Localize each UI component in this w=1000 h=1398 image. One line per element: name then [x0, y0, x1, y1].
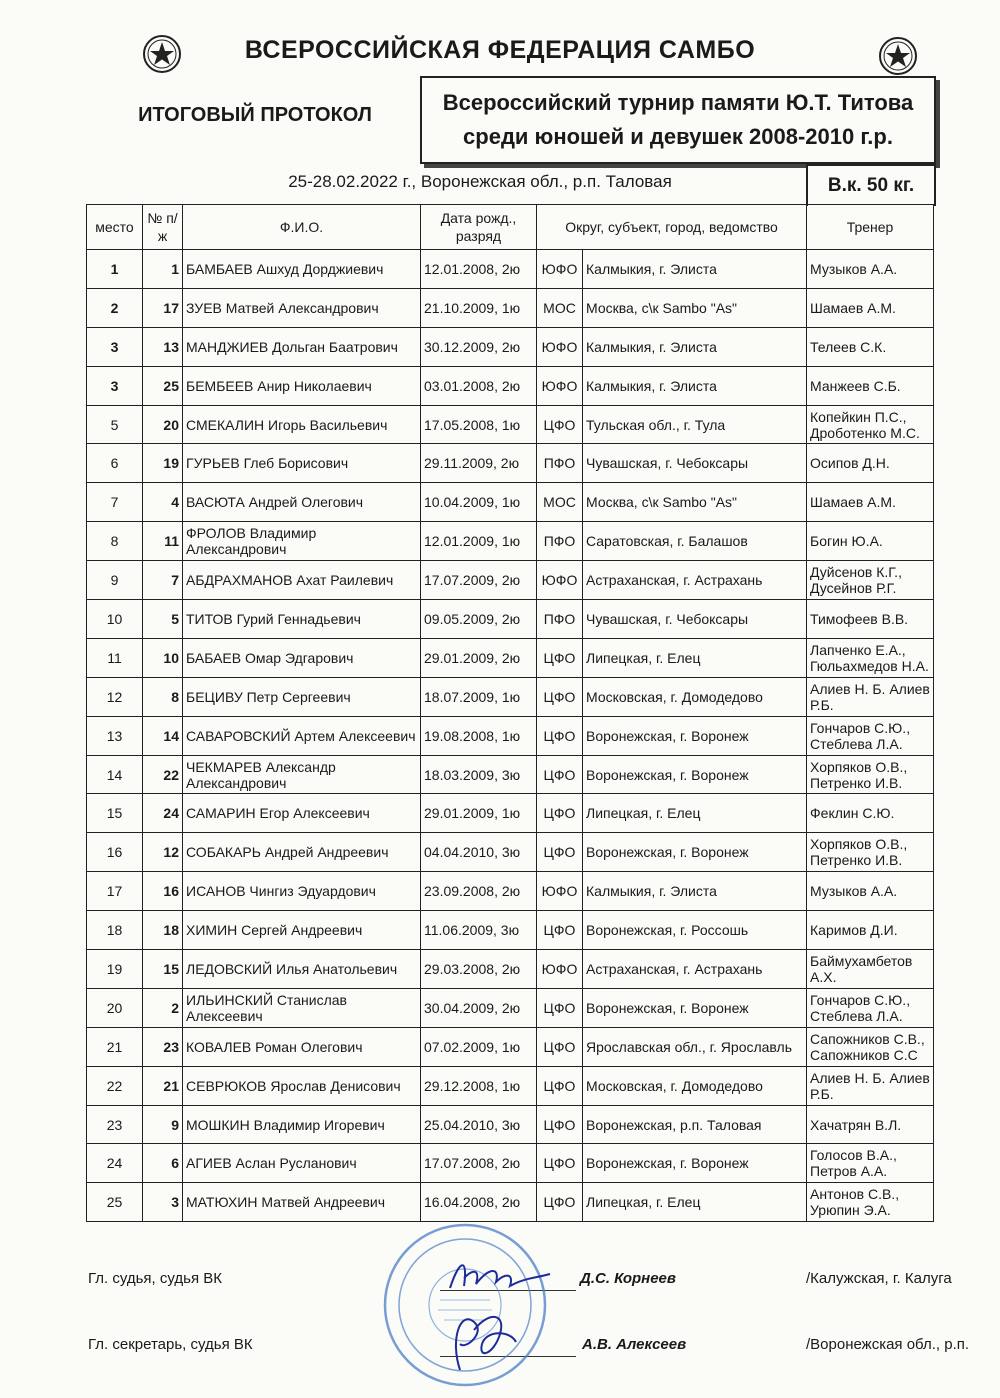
- coach-cell: Голосов В.А., Петров А.А.: [807, 1144, 934, 1183]
- table-row: [87, 1027, 934, 1066]
- table-row: [87, 1144, 934, 1183]
- name-cell: МАТЮХИН Матвей Андреевич: [183, 1183, 421, 1222]
- coach-cell: Алиев Н. Б. Алиев Р.Б.: [807, 1066, 934, 1105]
- subject-cell: Калмыкия, г. Элиста: [583, 366, 807, 405]
- table-row: [87, 638, 934, 677]
- district-cell: ПФО: [537, 522, 583, 561]
- dob-cell: 23.09.2008, 2ю: [421, 872, 537, 911]
- coach-cell: Музыков А.А.: [807, 250, 934, 289]
- district-cell: ЮФО: [537, 327, 583, 366]
- dob-cell: 09.05.2009, 2ю: [421, 600, 537, 639]
- header-name: Ф.И.О.: [183, 205, 421, 250]
- dob-cell: 29.01.2009, 2ю: [421, 638, 537, 677]
- place-cell: 14: [87, 755, 143, 794]
- district-cell: ЮФО: [537, 561, 583, 600]
- dob-cell: 18.03.2009, 3ю: [421, 755, 537, 794]
- table-row: [87, 483, 934, 522]
- dob-cell: 19.08.2008, 1ю: [421, 716, 537, 755]
- coach-cell: Шамаев А.М.: [807, 483, 934, 522]
- table-row: [87, 716, 934, 755]
- dob-cell: 21.10.2009, 1ю: [421, 288, 537, 327]
- name-cell: ЛЕДОВСКИЙ Илья Анатольевич: [183, 950, 421, 989]
- dob-cell: 30.12.2009, 2ю: [421, 327, 537, 366]
- number-cell: 15: [143, 950, 183, 989]
- number-cell: 10: [143, 638, 183, 677]
- tournament-title-line1: Всероссийский турнир памяти Ю.Т. Титова: [442, 90, 914, 115]
- coach-cell: Хорпяков О.В., Петренко И.В.: [807, 833, 934, 872]
- header-dob: Дата рожд., разряд: [421, 205, 537, 250]
- header-region: Округ, субъект, город, ведомство: [537, 205, 807, 250]
- number-cell: 19: [143, 444, 183, 483]
- number-cell: 21: [143, 1066, 183, 1105]
- number-cell: 20: [143, 405, 183, 444]
- table-row: [87, 561, 934, 600]
- district-cell: ЦФО: [537, 755, 583, 794]
- place-cell: 3: [87, 366, 143, 405]
- coach-cell: Тимофеев В.В.: [807, 600, 934, 639]
- number-cell: 14: [143, 716, 183, 755]
- table-row: [87, 444, 934, 483]
- place-cell: 6: [87, 444, 143, 483]
- number-cell: 2: [143, 988, 183, 1027]
- dob-cell: 17.07.2008, 2ю: [421, 1144, 537, 1183]
- name-cell: ГУРЬЕВ Глеб Борисович: [183, 444, 421, 483]
- coach-cell: Манжеев С.Б.: [807, 366, 934, 405]
- district-cell: МОС: [537, 483, 583, 522]
- number-cell: 25: [143, 366, 183, 405]
- dob-cell: 12.01.2009, 1ю: [421, 522, 537, 561]
- number-cell: 9: [143, 1105, 183, 1144]
- table-row: [87, 794, 934, 833]
- dob-cell: 17.07.2009, 2ю: [421, 561, 537, 600]
- name-cell: САМАРИН Егор Алексеевич: [183, 794, 421, 833]
- coach-cell: Богин Ю.А.: [807, 522, 934, 561]
- district-cell: ЦФО: [537, 716, 583, 755]
- subject-cell: Чувашская, г. Чебоксары: [583, 600, 807, 639]
- header-place: место: [87, 205, 143, 250]
- district-cell: ПФО: [537, 444, 583, 483]
- district-cell: ЮФО: [537, 366, 583, 405]
- district-cell: ЦФО: [537, 1144, 583, 1183]
- subject-cell: Воронежская, г. Воронеж: [583, 755, 807, 794]
- name-cell: СЕВРЮКОВ Ярослав Денисович: [183, 1066, 421, 1105]
- dob-cell: 29.12.2008, 1ю: [421, 1066, 537, 1105]
- number-cell: 13: [143, 327, 183, 366]
- coach-cell: Дуйсенов К.Г., Дусейнов Р.Г.: [807, 561, 934, 600]
- subject-cell: Московская, г. Домодедово: [583, 1066, 807, 1105]
- place-cell: 11: [87, 638, 143, 677]
- name-cell: САВАРОВСКИЙ Артем Алексеевич: [183, 716, 421, 755]
- name-cell: ИЛЬИНСКИЙ Станислав Алексеевич: [183, 988, 421, 1027]
- coach-cell: Антонов С.В., Урюпин Э.А.: [807, 1183, 934, 1222]
- coach-cell: Алиев Н. Б. Алиев Р.Б.: [807, 677, 934, 716]
- number-cell: 12: [143, 833, 183, 872]
- coach-cell: Телеев С.К.: [807, 327, 934, 366]
- number-cell: 4: [143, 483, 183, 522]
- name-cell: КОВАЛЕВ Роман Олегович: [183, 1027, 421, 1066]
- table-row: [87, 755, 934, 794]
- dob-cell: 07.02.2009, 1ю: [421, 1027, 537, 1066]
- table-row: [87, 366, 934, 405]
- subject-cell: Воронежская, г. Воронеж: [583, 1144, 807, 1183]
- subject-cell: Чувашская, г. Чебоксары: [583, 444, 807, 483]
- number-cell: 1: [143, 250, 183, 289]
- results-table: [86, 204, 934, 1222]
- table-row: [87, 911, 934, 950]
- place-cell: 3: [87, 327, 143, 366]
- subject-cell: Московская, г. Домодедово: [583, 677, 807, 716]
- coach-cell: Феклин С.Ю.: [807, 794, 934, 833]
- chief-judge-signature-icon: [440, 1248, 560, 1308]
- secretary-label: Гл. секретарь, судья ВК: [88, 1336, 253, 1353]
- table-header-row: [87, 205, 934, 250]
- number-cell: 23: [143, 1027, 183, 1066]
- subject-cell: Астраханская, г. Астрахань: [583, 561, 807, 600]
- tournament-title-box: [420, 76, 936, 164]
- header-coach: Тренер: [807, 205, 934, 250]
- district-cell: ЦФО: [537, 988, 583, 1027]
- district-cell: ЦФО: [537, 833, 583, 872]
- subject-cell: Калмыкия, г. Элиста: [583, 327, 807, 366]
- district-cell: ЦФО: [537, 1183, 583, 1222]
- subject-cell: Москва, с\к Sambo "As": [583, 483, 807, 522]
- coach-cell: Осипов Д.Н.: [807, 444, 934, 483]
- place-cell: 8: [87, 522, 143, 561]
- place-cell: 19: [87, 950, 143, 989]
- place-cell: 1: [87, 250, 143, 289]
- table-row: [87, 522, 934, 561]
- district-cell: ЦФО: [537, 405, 583, 444]
- dob-cell: 04.04.2010, 3ю: [421, 833, 537, 872]
- weight-category: В.к. 50 кг.: [806, 164, 936, 206]
- district-cell: ЦФО: [537, 794, 583, 833]
- name-cell: ФРОЛОВ Владимир Александрович: [183, 522, 421, 561]
- place-cell: 24: [87, 1144, 143, 1183]
- name-cell: МОШКИН Владимир Игоревич: [183, 1105, 421, 1144]
- dob-cell: 30.04.2009, 2ю: [421, 988, 537, 1027]
- district-cell: ЮФО: [537, 250, 583, 289]
- subject-cell: Липецкая, г. Елец: [583, 638, 807, 677]
- table-row: [87, 677, 934, 716]
- place-cell: 23: [87, 1105, 143, 1144]
- table-row: [87, 988, 934, 1027]
- number-cell: 5: [143, 600, 183, 639]
- place-cell: 25: [87, 1183, 143, 1222]
- table-row: [87, 250, 934, 289]
- coach-cell: Баймухамбетов А.Х.: [807, 950, 934, 989]
- coach-cell: Шамаев А.М.: [807, 288, 934, 327]
- coach-cell: Музыков А.А.: [807, 872, 934, 911]
- dob-cell: 10.04.2009, 1ю: [421, 483, 537, 522]
- number-cell: 11: [143, 522, 183, 561]
- place-cell: 9: [87, 561, 143, 600]
- subject-cell: Калмыкия, г. Элиста: [583, 872, 807, 911]
- number-cell: 17: [143, 288, 183, 327]
- name-cell: БЕЦИВУ Петр Сергеевич: [183, 677, 421, 716]
- subject-cell: Воронежская, г. Воронеж: [583, 988, 807, 1027]
- place-cell: 7: [87, 483, 143, 522]
- name-cell: ТИТОВ Гурий Геннадьевич: [183, 600, 421, 639]
- dob-cell: 12.01.2008, 2ю: [421, 250, 537, 289]
- district-cell: ЦФО: [537, 911, 583, 950]
- secretary-signature-icon: [430, 1300, 530, 1380]
- name-cell: АБДРАХМАНОВ Ахат Раилевич: [183, 561, 421, 600]
- number-cell: 3: [143, 1183, 183, 1222]
- name-cell: СОБАКАРЬ Андрей Андреевич: [183, 833, 421, 872]
- dob-cell: 16.04.2008, 2ю: [421, 1183, 537, 1222]
- federation-title: ВСЕРОССИЙСКАЯ ФЕДЕРАЦИЯ САМБО: [244, 36, 756, 64]
- dob-cell: 29.03.2008, 2ю: [421, 950, 537, 989]
- tournament-title-line2: среди юношей и девушек 2008-2010 г.р.: [463, 124, 893, 149]
- number-cell: 8: [143, 677, 183, 716]
- dob-cell: 11.06.2009, 3ю: [421, 911, 537, 950]
- district-cell: ЮФО: [537, 950, 583, 989]
- place-cell: 15: [87, 794, 143, 833]
- name-cell: БАБАЕВ Омар Эдгарович: [183, 638, 421, 677]
- coach-cell: Хачатрян В.Л.: [807, 1105, 934, 1144]
- subject-cell: Воронежская, р.п. Таловая: [583, 1105, 807, 1144]
- name-cell: ЧЕКМАРЕВ Александр Александрович: [183, 755, 421, 794]
- coach-cell: Хорпяков О.В., Петренко И.В.: [807, 755, 934, 794]
- name-cell: БЕМБЕЕВ Анир Николаевич: [183, 366, 421, 405]
- place-cell: 18: [87, 911, 143, 950]
- place-cell: 5: [87, 405, 143, 444]
- name-cell: АГИЕВ Аслан Русланович: [183, 1144, 421, 1183]
- chief-judge-name: Д.С. Корнеев: [580, 1270, 676, 1287]
- place-cell: 17: [87, 872, 143, 911]
- district-cell: ЦФО: [537, 1066, 583, 1105]
- subject-cell: Ярославская обл., г. Ярославль: [583, 1027, 807, 1066]
- place-cell: 10: [87, 600, 143, 639]
- place-cell: 22: [87, 1066, 143, 1105]
- district-cell: ЦФО: [537, 1105, 583, 1144]
- subject-cell: Воронежская, г. Воронеж: [583, 716, 807, 755]
- number-cell: 24: [143, 794, 183, 833]
- secretary-place: /Воронежская обл., р.п.: [806, 1336, 970, 1353]
- header-num: № п/ж: [143, 205, 183, 250]
- place-cell: 13: [87, 716, 143, 755]
- name-cell: ХИМИН Сергей Андреевич: [183, 911, 421, 950]
- table-row: [87, 950, 934, 989]
- coach-cell: Копейкин П.С., Дроботенко М.С.: [807, 405, 934, 444]
- date-place: 25-28.02.2022 г., Воронежская обл., р.п. Таловая: [288, 172, 672, 191]
- table-row: [87, 405, 934, 444]
- subject-cell: Саратовская, г. Балашов: [583, 522, 807, 561]
- table-row: [87, 327, 934, 366]
- number-cell: 16: [143, 872, 183, 911]
- subject-cell: Липецкая, г. Елец: [583, 794, 807, 833]
- name-cell: ЗУЕВ Матвей Александрович: [183, 288, 421, 327]
- table-row: [87, 1105, 934, 1144]
- subject-cell: Липецкая, г. Елец: [583, 1183, 807, 1222]
- chief-judge-label: Гл. судья, судья ВК: [88, 1270, 222, 1287]
- table-row: [87, 872, 934, 911]
- subject-cell: Москва, с\к Sambo "As": [583, 288, 807, 327]
- table-row: [87, 1183, 934, 1222]
- district-cell: ЦФО: [537, 638, 583, 677]
- district-cell: ЮФО: [537, 872, 583, 911]
- district-cell: ЦФО: [537, 677, 583, 716]
- district-cell: ЦФО: [537, 1027, 583, 1066]
- table-row: [87, 833, 934, 872]
- subject-cell: Астраханская, г. Астрахань: [583, 950, 807, 989]
- subject-cell: Калмыкия, г. Элиста: [583, 250, 807, 289]
- table-row: [87, 600, 934, 639]
- dob-cell: 17.05.2008, 1ю: [421, 405, 537, 444]
- protocol-title: ИТОГОВЫЙ ПРОТОКОЛ: [138, 104, 372, 126]
- number-cell: 6: [143, 1144, 183, 1183]
- place-cell: 2: [87, 288, 143, 327]
- name-cell: ИСАНОВ Чингиз Эдуардович: [183, 872, 421, 911]
- dob-cell: 03.01.2008, 2ю: [421, 366, 537, 405]
- dob-cell: 18.07.2009, 1ю: [421, 677, 537, 716]
- name-cell: ВАСЮТА Андрей Олегович: [183, 483, 421, 522]
- coach-cell: Каримов Д.И.: [807, 911, 934, 950]
- name-cell: БАМБАЕВ Ашхуд Дорджиевич: [183, 250, 421, 289]
- dob-cell: 29.01.2009, 1ю: [421, 794, 537, 833]
- table-row: [87, 288, 934, 327]
- place-cell: 16: [87, 833, 143, 872]
- sambo-emblem-right-icon: [878, 36, 918, 76]
- district-cell: ПФО: [537, 600, 583, 639]
- coach-cell: Гончаров С.Ю., Стеблева Л.А.: [807, 988, 934, 1027]
- number-cell: 7: [143, 561, 183, 600]
- place-cell: 20: [87, 988, 143, 1027]
- coach-cell: Гончаров С.Ю., Стеблева Л.А.: [807, 716, 934, 755]
- coach-cell: Сапожников С.В., Сапожников С.С: [807, 1027, 934, 1066]
- name-cell: СМЕКАЛИН Игорь Васильевич: [183, 405, 421, 444]
- name-cell: МАНДЖИЕВ Дольган Баатрович: [183, 327, 421, 366]
- subject-cell: Тульская обл., г. Тула: [583, 405, 807, 444]
- dob-cell: 25.04.2010, 3ю: [421, 1105, 537, 1144]
- dob-cell: 29.11.2009, 2ю: [421, 444, 537, 483]
- coach-cell: Лапченко Е.А., Гюльахмедов Н.А.: [807, 638, 934, 677]
- number-cell: 22: [143, 755, 183, 794]
- district-cell: МОС: [537, 288, 583, 327]
- subject-cell: Воронежская, г. Россошь: [583, 911, 807, 950]
- table-row: [87, 1066, 934, 1105]
- place-cell: 12: [87, 677, 143, 716]
- chief-judge-place: /Калужская, г. Калуга: [806, 1270, 952, 1287]
- secretary-name: А.В. Алексеев: [582, 1336, 687, 1353]
- subject-cell: Воронежская, г. Воронеж: [583, 833, 807, 872]
- place-cell: 21: [87, 1027, 143, 1066]
- number-cell: 18: [143, 911, 183, 950]
